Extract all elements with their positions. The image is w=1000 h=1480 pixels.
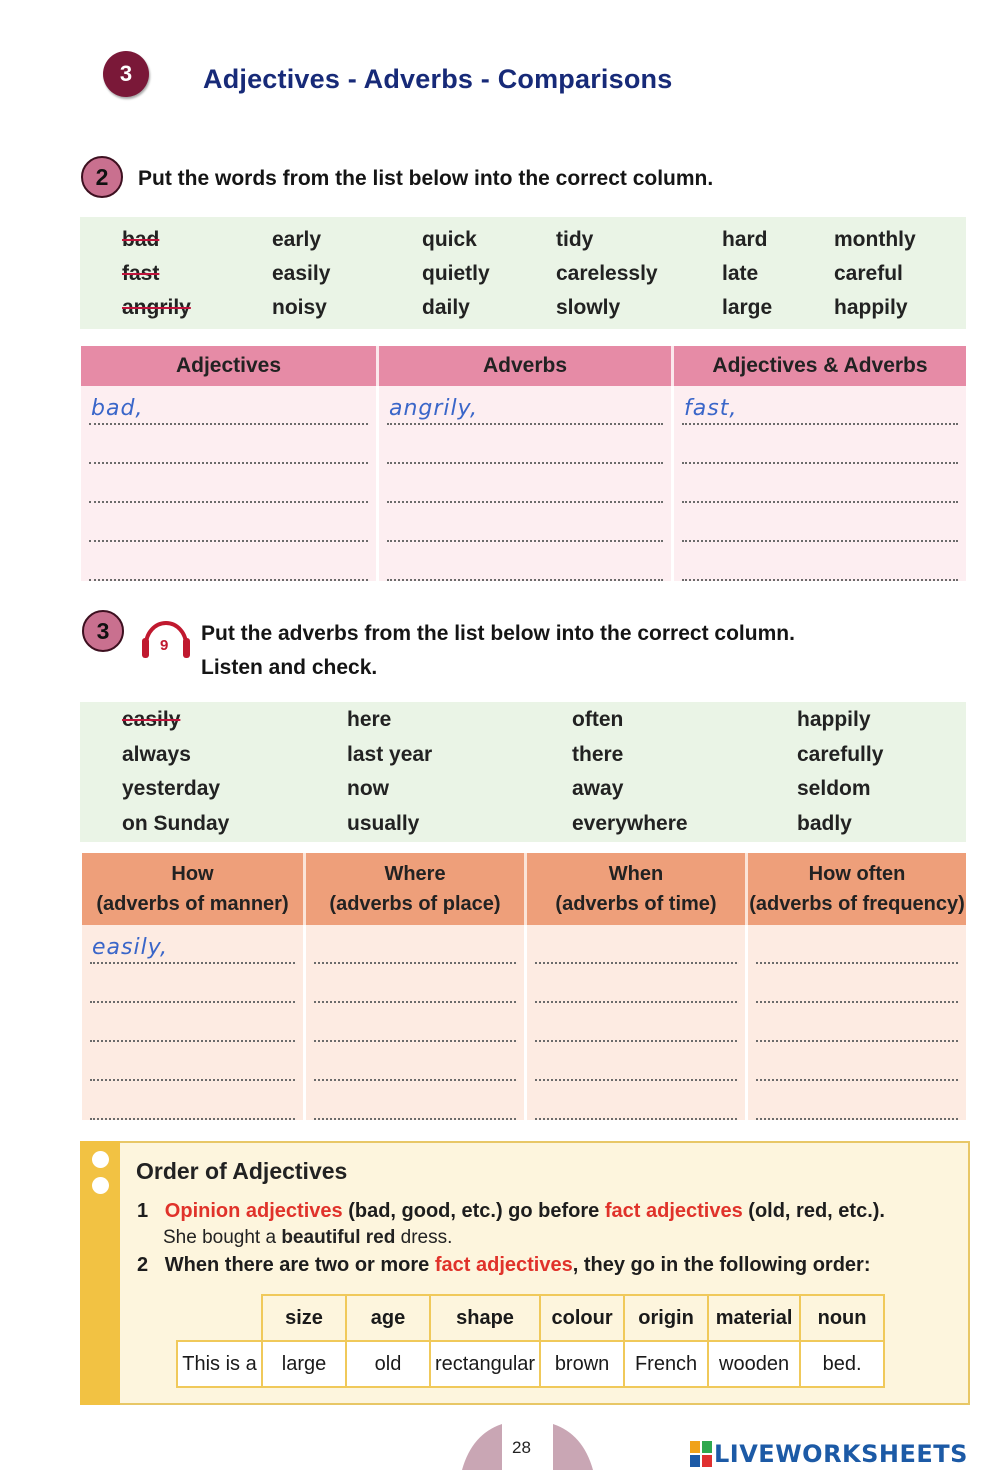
answer-line[interactable] [756, 1003, 958, 1042]
answer-line[interactable] [682, 503, 958, 542]
unit-number-badge [103, 51, 149, 97]
ex3-word-column-4 [797, 704, 883, 842]
ex2-word-quietly: quietly [422, 262, 490, 285]
ex3-word-there: there [572, 742, 624, 766]
exercise-2-badge [81, 156, 123, 198]
brand-name: LIVEWORKSHEETS [714, 1440, 968, 1468]
ex2-word-quick: quick [422, 228, 477, 251]
when-answer-column [524, 925, 745, 1120]
ex2-word-easily: easily [272, 262, 331, 285]
ex3-word-seldom: seldom [797, 777, 871, 800]
ex2-word-early: early [272, 228, 322, 251]
header-when [524, 853, 745, 925]
adjective-order-table [176, 1294, 885, 1388]
ex3-word-now: now [347, 777, 389, 800]
binder-hole-icon [92, 1151, 109, 1168]
ex3-word-column-2 [347, 704, 432, 842]
exercise-3-instruction-line1: Put the adverbs from the list below into the correct column. [201, 622, 795, 645]
ex3-word-away: away [572, 777, 624, 800]
order-cell-material: wooden [708, 1341, 800, 1387]
order-header-origin: origin [624, 1295, 708, 1341]
header-adjectives: Adjectives [81, 346, 376, 386]
track-number: 9 [160, 637, 169, 654]
ex2-word-column-3 [422, 225, 490, 327]
ex3-word-column-1 [122, 704, 229, 842]
page-tab-right-icon [553, 1424, 593, 1475]
answer-line[interactable] [387, 464, 663, 503]
order-header-size: size [262, 1295, 346, 1341]
answer-line[interactable] [682, 386, 958, 425]
liveworksheets-grid-icon [690, 1441, 712, 1467]
header-where-subtitle: (adverbs of place) [329, 893, 501, 915]
answer-line[interactable] [756, 1042, 958, 1081]
rule-2-text: When there are two or more [164, 1254, 430, 1276]
answer-line[interactable] [314, 964, 516, 1003]
answer-line[interactable] [314, 1003, 516, 1042]
header-when-subtitle: (adverbs of time) [555, 893, 717, 915]
order-header-noun: noun [800, 1295, 884, 1341]
answer-line[interactable] [89, 386, 368, 425]
order-cell-shape: rectangular [430, 1341, 540, 1387]
answer-line[interactable] [535, 1081, 737, 1120]
header-how [82, 853, 303, 925]
example-answer-angrily: angrily, [389, 396, 478, 421]
answer-line[interactable] [90, 925, 295, 964]
order-table-corner [177, 1295, 262, 1341]
answer-line[interactable] [89, 503, 368, 542]
header-how-subtitle: (adverbs of manner) [96, 893, 289, 915]
order-header-colour: colour [540, 1295, 624, 1341]
ex3-word-column-3 [572, 704, 688, 842]
example-answer-easily: easily, [92, 935, 169, 960]
how-often-answer-column [745, 925, 966, 1120]
header-when-title: When [608, 863, 664, 885]
ex2-word-tidy: tidy [556, 228, 594, 251]
rule-1-end: (old, red, etc.). [748, 1200, 885, 1222]
fact-adjectives-term: fact adjectives [604, 1200, 743, 1222]
order-header-material: material [708, 1295, 800, 1341]
ex3-word-often: often [572, 708, 624, 731]
ex2-word-daily: daily [422, 296, 470, 319]
ex2-word-noisy: noisy [272, 296, 327, 319]
header-how-often-title: How often [808, 863, 906, 885]
answer-line[interactable] [535, 925, 737, 964]
order-cell-noun: bed. [800, 1341, 884, 1387]
exercise-2-answer-table [81, 346, 966, 581]
answer-line[interactable] [387, 425, 663, 464]
answer-line[interactable] [535, 964, 737, 1003]
answer-line[interactable] [682, 542, 958, 581]
exercise-2-instruction: Put the words from the list below into the correct column. [138, 167, 714, 190]
header-where [303, 853, 524, 925]
order-cell-origin: French [624, 1341, 708, 1387]
order-header-age: age [346, 1295, 430, 1341]
rule-2-number: 2 [137, 1254, 149, 1276]
rule-1 [137, 1200, 885, 1223]
answer-line[interactable] [314, 925, 516, 964]
opinion-adjectives-term: Opinion adjectives [164, 1200, 343, 1222]
order-header-shape: shape [430, 1295, 540, 1341]
exercise-3-answer-table [82, 853, 966, 1120]
rule-1-text: (bad, good, etc.) go before [348, 1200, 600, 1222]
ex3-word-happily: happily [797, 708, 871, 731]
exercise-3-badge [82, 610, 124, 652]
order-cell-colour: brown [540, 1341, 624, 1387]
ex2-word-column-5 [722, 225, 772, 327]
ex2-word-column-4 [556, 225, 658, 327]
exercise-3-word-box [80, 702, 966, 842]
ex2-word-column-6 [834, 225, 916, 327]
adverbs-answer-column [376, 386, 671, 581]
ex2-word-large: large [722, 296, 773, 319]
ex3-word-always: always [122, 742, 191, 766]
answer-line[interactable] [682, 464, 958, 503]
page-number: 28 [512, 1438, 531, 1457]
answer-line[interactable] [90, 1042, 295, 1081]
rule-2 [137, 1254, 870, 1277]
rule-2-end: , they go in the following order: [572, 1254, 871, 1276]
answer-line[interactable] [90, 1003, 295, 1042]
answer-line[interactable] [314, 1042, 516, 1081]
adjectives-adverbs-answer-column [671, 386, 966, 581]
ex3-word-carefully: carefully [797, 742, 884, 766]
page-tab-left-icon [462, 1424, 502, 1475]
answer-line[interactable] [89, 425, 368, 464]
answer-line[interactable] [90, 1081, 295, 1120]
ex2-word-careful: careful [834, 262, 903, 285]
header-where-title: Where [384, 863, 446, 885]
how-answer-column [82, 925, 303, 1120]
answer-line[interactable] [756, 925, 958, 964]
headphones-icon[interactable] [138, 609, 194, 663]
unit-title: Adjectives - Adverbs - Comparisons [203, 64, 673, 94]
ex3-word-on-sunday: on Sunday [122, 811, 230, 835]
example-pre: She bought a [163, 1227, 277, 1248]
ex3-word-badly: badly [797, 811, 852, 835]
order-cell-size: large [262, 1341, 346, 1387]
answer-line[interactable] [535, 1003, 737, 1042]
exercise-3-instruction [201, 617, 795, 685]
answer-line[interactable] [90, 964, 295, 1003]
example-answer-fast: fast, [684, 396, 738, 421]
ex3-word-yesterday: yesterday [122, 777, 221, 800]
ex2-word-bad: bad [122, 228, 160, 251]
answer-line[interactable] [387, 503, 663, 542]
example-answer-bad: bad, [91, 396, 144, 421]
answer-line[interactable] [682, 425, 958, 464]
answer-line[interactable] [756, 1081, 958, 1120]
where-answer-column [303, 925, 524, 1120]
binder-hole-icon [92, 1177, 109, 1194]
header-adjectives-adverbs: Adjectives & Adverbs [671, 346, 966, 386]
exercise-3-instruction-line2: Listen and check. [201, 656, 378, 679]
answer-line[interactable] [314, 1081, 516, 1120]
ex2-word-monthly: monthly [834, 228, 916, 251]
example-post: dress. [400, 1227, 453, 1248]
answer-line[interactable] [387, 386, 663, 425]
ex2-word-slowly: slowly [556, 296, 621, 319]
rule-strip [80, 1141, 120, 1405]
header-how-often [745, 853, 966, 925]
ex3-word-here: here [347, 708, 392, 731]
exercise-3-number: 3 [96, 617, 110, 644]
rule-1-number: 1 [137, 1200, 149, 1222]
ex2-word-hard: hard [722, 228, 768, 251]
header-adverbs: Adverbs [376, 346, 671, 386]
header-how-title: How [171, 863, 214, 885]
liveworksheets-logo[interactable] [690, 1440, 968, 1468]
ex2-word-column-1 [122, 225, 191, 327]
ex3-word-easily: easily [122, 708, 181, 731]
order-cell-this-is-a: This is a [177, 1341, 262, 1387]
example-bold: beautiful red [281, 1227, 396, 1248]
unit-number: 3 [119, 61, 133, 86]
ex2-word-carelessly: carelessly [556, 262, 658, 285]
answer-line[interactable] [89, 464, 368, 503]
ex2-word-happily: happily [834, 296, 908, 319]
ex2-word-angrily: angrily [122, 296, 191, 319]
answer-line[interactable] [89, 542, 368, 581]
order-title: Order of Adjectives [136, 1158, 348, 1184]
ex2-word-column-2 [272, 225, 330, 327]
header-how-often-subtitle: (adverbs of frequency) [749, 893, 965, 915]
rule-1-example [163, 1227, 452, 1249]
exercise-2-word-box [80, 217, 966, 329]
adjectives-answer-column [81, 386, 376, 581]
exercise-2-number: 2 [95, 163, 109, 190]
ex3-word-last-year: last year [347, 742, 433, 766]
order-cell-age: old [346, 1341, 430, 1387]
ex2-word-fast: fast [122, 262, 160, 285]
answer-line[interactable] [535, 1042, 737, 1081]
answer-line[interactable] [756, 964, 958, 1003]
ex2-word-late: late [722, 262, 759, 285]
ex3-word-usually: usually [347, 811, 420, 835]
answer-line[interactable] [387, 542, 663, 581]
ex3-word-everywhere: everywhere [572, 811, 688, 835]
fact-adjectives-term: fact adjectives [434, 1254, 573, 1276]
